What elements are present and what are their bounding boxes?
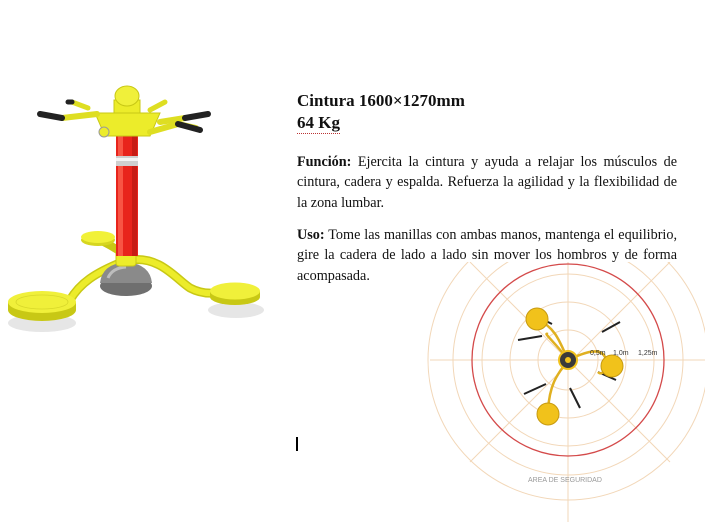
radius-label-05: 0,5m	[590, 350, 606, 357]
equipment-illustration	[0, 78, 290, 350]
usage-text: Tome las manillas con ambas manos, mantenga el equilibrio, gire la cadera de lado a lado sin mover los hombros y de forma acompasada.	[297, 227, 677, 284]
usage-label: Uso:	[297, 227, 325, 243]
text-cursor	[296, 437, 298, 451]
product-title: Cintura 1600×1270mm	[297, 91, 465, 110]
safety-area-label: AREA DE SEGURIDAD	[528, 477, 602, 484]
product-weight: 64 Kg	[297, 113, 340, 132]
safety-area-diagram	[420, 262, 705, 522]
function-paragraph	[297, 152, 677, 213]
function-label: Función:	[297, 154, 352, 170]
function-text: Ejercita la cintura y ayuda a relajar los músculos de cintura, cadera y espalda. Refuerza la agilidad y la flexibilidad de la zona lumbar.	[297, 154, 677, 211]
radius-label-10: 1,0m	[613, 350, 629, 357]
radius-label-125: 1,25m	[638, 350, 658, 357]
